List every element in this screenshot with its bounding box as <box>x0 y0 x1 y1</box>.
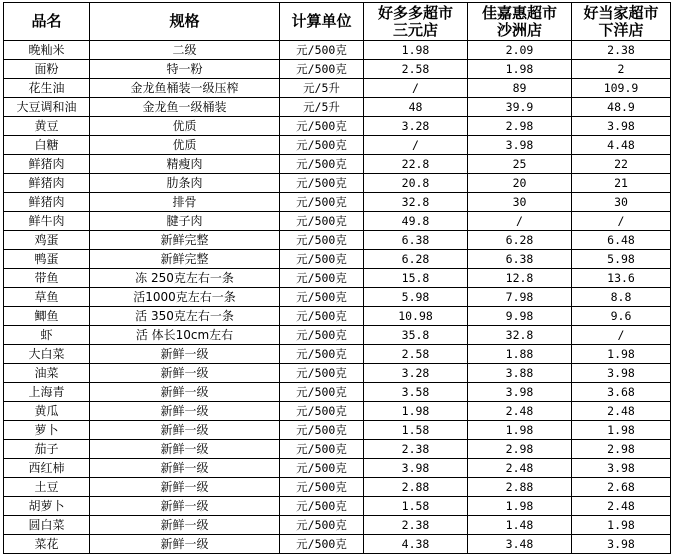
table-row <box>4 288 671 307</box>
unit-cell: 元/5升 <box>280 98 364 117</box>
unit-cell: 元/5升 <box>280 79 364 98</box>
spec-cell: 活 体长10cm左右 <box>90 326 280 345</box>
table-row <box>4 250 671 269</box>
price-haoduoduo-cell: / <box>364 136 468 155</box>
price-jiajiahui-cell: 39.9 <box>468 98 572 117</box>
table-row <box>4 79 671 98</box>
spec-cell: 金龙鱼桶装一级压榨 <box>90 79 280 98</box>
price-jiajiahui-cell: 89 <box>468 79 572 98</box>
table-body <box>4 41 671 554</box>
unit-cell: 元/500克 <box>280 497 364 516</box>
price-jiajiahui-cell: 3.88 <box>468 364 572 383</box>
price-jiajiahui-cell: 30 <box>468 193 572 212</box>
unit-cell: 元/500克 <box>280 60 364 79</box>
price-jiajiahui-cell: 2.88 <box>468 478 572 497</box>
price-jiajiahui-cell: 6.38 <box>468 250 572 269</box>
unit-cell: 元/500克 <box>280 117 364 136</box>
spec-cell: 特一粉 <box>90 60 280 79</box>
product-name-cell: 鸭蛋 <box>4 250 90 269</box>
price-haoduoduo-cell: 49.8 <box>364 212 468 231</box>
price-haodangjia-cell: 2 <box>572 60 671 79</box>
price-jiajiahui-cell: 6.28 <box>468 231 572 250</box>
spec-cell: 新鲜完整 <box>90 231 280 250</box>
product-name-cell: 鲜猪肉 <box>4 155 90 174</box>
price-haoduoduo-cell: 15.8 <box>364 269 468 288</box>
table-row <box>4 402 671 421</box>
unit-cell: 元/500克 <box>280 212 364 231</box>
unit-cell: 元/500克 <box>280 345 364 364</box>
table-row <box>4 41 671 60</box>
product-name-cell: 鲜猪肉 <box>4 193 90 212</box>
price-haodangjia-cell: 48.9 <box>572 98 671 117</box>
spec-cell: 精瘦肉 <box>90 155 280 174</box>
table-row <box>4 383 671 402</box>
spec-cell: 新鲜一级 <box>90 497 280 516</box>
price-haoduoduo-cell: 1.58 <box>364 497 468 516</box>
price-haodangjia-cell: 109.9 <box>572 79 671 98</box>
price-jiajiahui-cell: 2.98 <box>468 440 572 459</box>
price-haodangjia-cell: 1.98 <box>572 516 671 535</box>
product-name-cell: 菜花 <box>4 535 90 554</box>
price-haoduoduo-cell: 3.28 <box>364 364 468 383</box>
product-name-cell: 晚籼米 <box>4 41 90 60</box>
spec-cell: 新鲜一级 <box>90 516 280 535</box>
unit-cell: 元/500克 <box>280 421 364 440</box>
header-store-haoduoduo: 好多多超市 三元店 <box>364 3 468 41</box>
price-haoduoduo-cell: 1.98 <box>364 402 468 421</box>
table-row <box>4 516 671 535</box>
price-haoduoduo-cell: 10.98 <box>364 307 468 326</box>
table-row <box>4 440 671 459</box>
spec-cell: 新鲜一级 <box>90 440 280 459</box>
price-haodangjia-cell: 2.48 <box>572 497 671 516</box>
price-jiajiahui-cell: 1.98 <box>468 421 572 440</box>
price-haodangjia-cell: 3.98 <box>572 117 671 136</box>
table-row <box>4 364 671 383</box>
price-jiajiahui-cell: 1.98 <box>468 60 572 79</box>
price-haodangjia-cell: 30 <box>572 193 671 212</box>
product-name-cell: 茄子 <box>4 440 90 459</box>
price-haoduoduo-cell: / <box>364 79 468 98</box>
spec-cell: 新鲜完整 <box>90 250 280 269</box>
product-name-cell: 鲜牛肉 <box>4 212 90 231</box>
price-haodangjia-cell: 6.48 <box>572 231 671 250</box>
unit-cell: 元/500克 <box>280 307 364 326</box>
spec-cell: 腱子肉 <box>90 212 280 231</box>
product-name-cell: 上海青 <box>4 383 90 402</box>
table-row <box>4 136 671 155</box>
price-haoduoduo-cell: 20.8 <box>364 174 468 193</box>
price-haoduoduo-cell: 22.8 <box>364 155 468 174</box>
price-haoduoduo-cell: 1.98 <box>364 41 468 60</box>
product-name-cell: 花生油 <box>4 79 90 98</box>
unit-cell: 元/500克 <box>280 364 364 383</box>
table-row <box>4 174 671 193</box>
price-jiajiahui-cell: 2.48 <box>468 402 572 421</box>
spec-cell: 肋条肉 <box>90 174 280 193</box>
table-row <box>4 193 671 212</box>
spec-cell: 新鲜一级 <box>90 421 280 440</box>
header-unit: 计算单位 <box>280 3 364 41</box>
product-name-cell: 大豆调和油 <box>4 98 90 117</box>
unit-cell: 元/500克 <box>280 269 364 288</box>
price-haodangjia-cell: 2.38 <box>572 41 671 60</box>
spec-cell: 新鲜一级 <box>90 478 280 497</box>
table-row <box>4 212 671 231</box>
header-row <box>4 3 671 41</box>
price-jiajiahui-cell: 25 <box>468 155 572 174</box>
price-jiajiahui-cell: 2.48 <box>468 459 572 478</box>
price-haodangjia-cell: / <box>572 212 671 231</box>
product-name-cell: 萝卜 <box>4 421 90 440</box>
price-haoduoduo-cell: 3.98 <box>364 459 468 478</box>
header-store-jiajiahui: 佳嘉惠超市 沙洲店 <box>468 3 572 41</box>
price-jiajiahui-cell: 3.48 <box>468 535 572 554</box>
spec-cell: 新鲜一级 <box>90 364 280 383</box>
table-row <box>4 60 671 79</box>
price-haodangjia-cell: 3.98 <box>572 364 671 383</box>
spec-cell: 新鲜一级 <box>90 383 280 402</box>
table-row <box>4 307 671 326</box>
unit-cell: 元/500克 <box>280 231 364 250</box>
price-jiajiahui-cell: 20 <box>468 174 572 193</box>
price-jiajiahui-cell: 1.88 <box>468 345 572 364</box>
table-row <box>4 421 671 440</box>
table-row <box>4 345 671 364</box>
price-haodangjia-cell: 13.6 <box>572 269 671 288</box>
unit-cell: 元/500克 <box>280 41 364 60</box>
price-jiajiahui-cell: 2.09 <box>468 41 572 60</box>
price-haoduoduo-cell: 2.38 <box>364 440 468 459</box>
price-haodangjia-cell: 21 <box>572 174 671 193</box>
price-haoduoduo-cell: 2.38 <box>364 516 468 535</box>
product-name-cell: 西红柿 <box>4 459 90 478</box>
table-row <box>4 269 671 288</box>
price-haodangjia-cell: 9.6 <box>572 307 671 326</box>
unit-cell: 元/500克 <box>280 136 364 155</box>
price-haodangjia-cell: 8.8 <box>572 288 671 307</box>
product-name-cell: 鲫鱼 <box>4 307 90 326</box>
product-name-cell: 油菜 <box>4 364 90 383</box>
spec-cell: 排骨 <box>90 193 280 212</box>
price-haodangjia-cell: 2.48 <box>572 402 671 421</box>
unit-cell: 元/500克 <box>280 516 364 535</box>
table-row <box>4 497 671 516</box>
product-name-cell: 土豆 <box>4 478 90 497</box>
unit-cell: 元/500克 <box>280 535 364 554</box>
price-haodangjia-cell: 5.98 <box>572 250 671 269</box>
price-haodangjia-cell: 4.48 <box>572 136 671 155</box>
table-row <box>4 459 671 478</box>
table-row <box>4 155 671 174</box>
product-name-cell: 草鱼 <box>4 288 90 307</box>
product-name-cell: 圆白菜 <box>4 516 90 535</box>
unit-cell: 元/500克 <box>280 478 364 497</box>
header-store-haodangjia: 好当家超市 下洋店 <box>572 3 671 41</box>
price-haodangjia-cell: 3.98 <box>572 535 671 554</box>
product-name-cell: 大白菜 <box>4 345 90 364</box>
table-row <box>4 326 671 345</box>
price-jiajiahui-cell: 3.98 <box>468 383 572 402</box>
price-haoduoduo-cell: 32.8 <box>364 193 468 212</box>
product-name-cell: 带鱼 <box>4 269 90 288</box>
unit-cell: 元/500克 <box>280 402 364 421</box>
price-table <box>3 2 671 554</box>
product-name-cell: 面粉 <box>4 60 90 79</box>
header-specification: 规格 <box>90 3 280 41</box>
price-haoduoduo-cell: 35.8 <box>364 326 468 345</box>
unit-cell: 元/500克 <box>280 383 364 402</box>
price-haoduoduo-cell: 4.38 <box>364 535 468 554</box>
table-row <box>4 231 671 250</box>
spec-cell: 冻 250克左右一条 <box>90 269 280 288</box>
spec-cell: 活1000克左右一条 <box>90 288 280 307</box>
unit-cell: 元/500克 <box>280 288 364 307</box>
unit-cell: 元/500克 <box>280 326 364 345</box>
price-jiajiahui-cell: 12.8 <box>468 269 572 288</box>
price-haoduoduo-cell: 3.58 <box>364 383 468 402</box>
spec-cell: 金龙鱼一级桶装 <box>90 98 280 117</box>
product-name-cell: 黄豆 <box>4 117 90 136</box>
price-haoduoduo-cell: 1.58 <box>364 421 468 440</box>
price-haoduoduo-cell: 2.58 <box>364 345 468 364</box>
price-haodangjia-cell: 2.98 <box>572 440 671 459</box>
price-haodangjia-cell: 2.68 <box>572 478 671 497</box>
price-jiajiahui-cell: 1.48 <box>468 516 572 535</box>
product-name-cell: 白糖 <box>4 136 90 155</box>
price-haoduoduo-cell: 6.28 <box>364 250 468 269</box>
table-row <box>4 117 671 136</box>
unit-cell: 元/500克 <box>280 459 364 478</box>
price-haodangjia-cell: 3.98 <box>572 459 671 478</box>
product-name-cell: 胡萝卜 <box>4 497 90 516</box>
spec-cell: 新鲜一级 <box>90 345 280 364</box>
spec-cell: 新鲜一级 <box>90 402 280 421</box>
price-haoduoduo-cell: 2.88 <box>364 478 468 497</box>
product-name-cell: 黄瓜 <box>4 402 90 421</box>
spec-cell: 优质 <box>90 117 280 136</box>
price-haodangjia-cell: 22 <box>572 155 671 174</box>
unit-cell: 元/500克 <box>280 174 364 193</box>
product-name-cell: 鲜猪肉 <box>4 174 90 193</box>
price-haoduoduo-cell: 3.28 <box>364 117 468 136</box>
spec-cell: 新鲜一级 <box>90 535 280 554</box>
header-product-name: 品名 <box>4 3 90 41</box>
spec-cell: 活 350克左右一条 <box>90 307 280 326</box>
product-name-cell: 鸡蛋 <box>4 231 90 250</box>
price-haodangjia-cell: / <box>572 326 671 345</box>
unit-cell: 元/500克 <box>280 250 364 269</box>
price-haodangjia-cell: 1.98 <box>572 345 671 364</box>
price-jiajiahui-cell: 7.98 <box>468 288 572 307</box>
price-haoduoduo-cell: 48 <box>364 98 468 117</box>
unit-cell: 元/500克 <box>280 155 364 174</box>
spec-cell: 二级 <box>90 41 280 60</box>
price-haodangjia-cell: 1.98 <box>572 421 671 440</box>
spec-cell: 新鲜一级 <box>90 459 280 478</box>
price-jiajiahui-cell: / <box>468 212 572 231</box>
price-jiajiahui-cell: 32.8 <box>468 326 572 345</box>
unit-cell: 元/500克 <box>280 440 364 459</box>
price-jiajiahui-cell: 1.98 <box>468 497 572 516</box>
price-jiajiahui-cell: 3.98 <box>468 136 572 155</box>
price-jiajiahui-cell: 9.98 <box>468 307 572 326</box>
product-name-cell: 虾 <box>4 326 90 345</box>
table-row <box>4 535 671 554</box>
price-haoduoduo-cell: 5.98 <box>364 288 468 307</box>
table-row <box>4 478 671 497</box>
price-jiajiahui-cell: 2.98 <box>468 117 572 136</box>
table-row <box>4 98 671 117</box>
price-haoduoduo-cell: 2.58 <box>364 60 468 79</box>
price-haoduoduo-cell: 6.38 <box>364 231 468 250</box>
unit-cell: 元/500克 <box>280 193 364 212</box>
price-haodangjia-cell: 3.68 <box>572 383 671 402</box>
spec-cell: 优质 <box>90 136 280 155</box>
